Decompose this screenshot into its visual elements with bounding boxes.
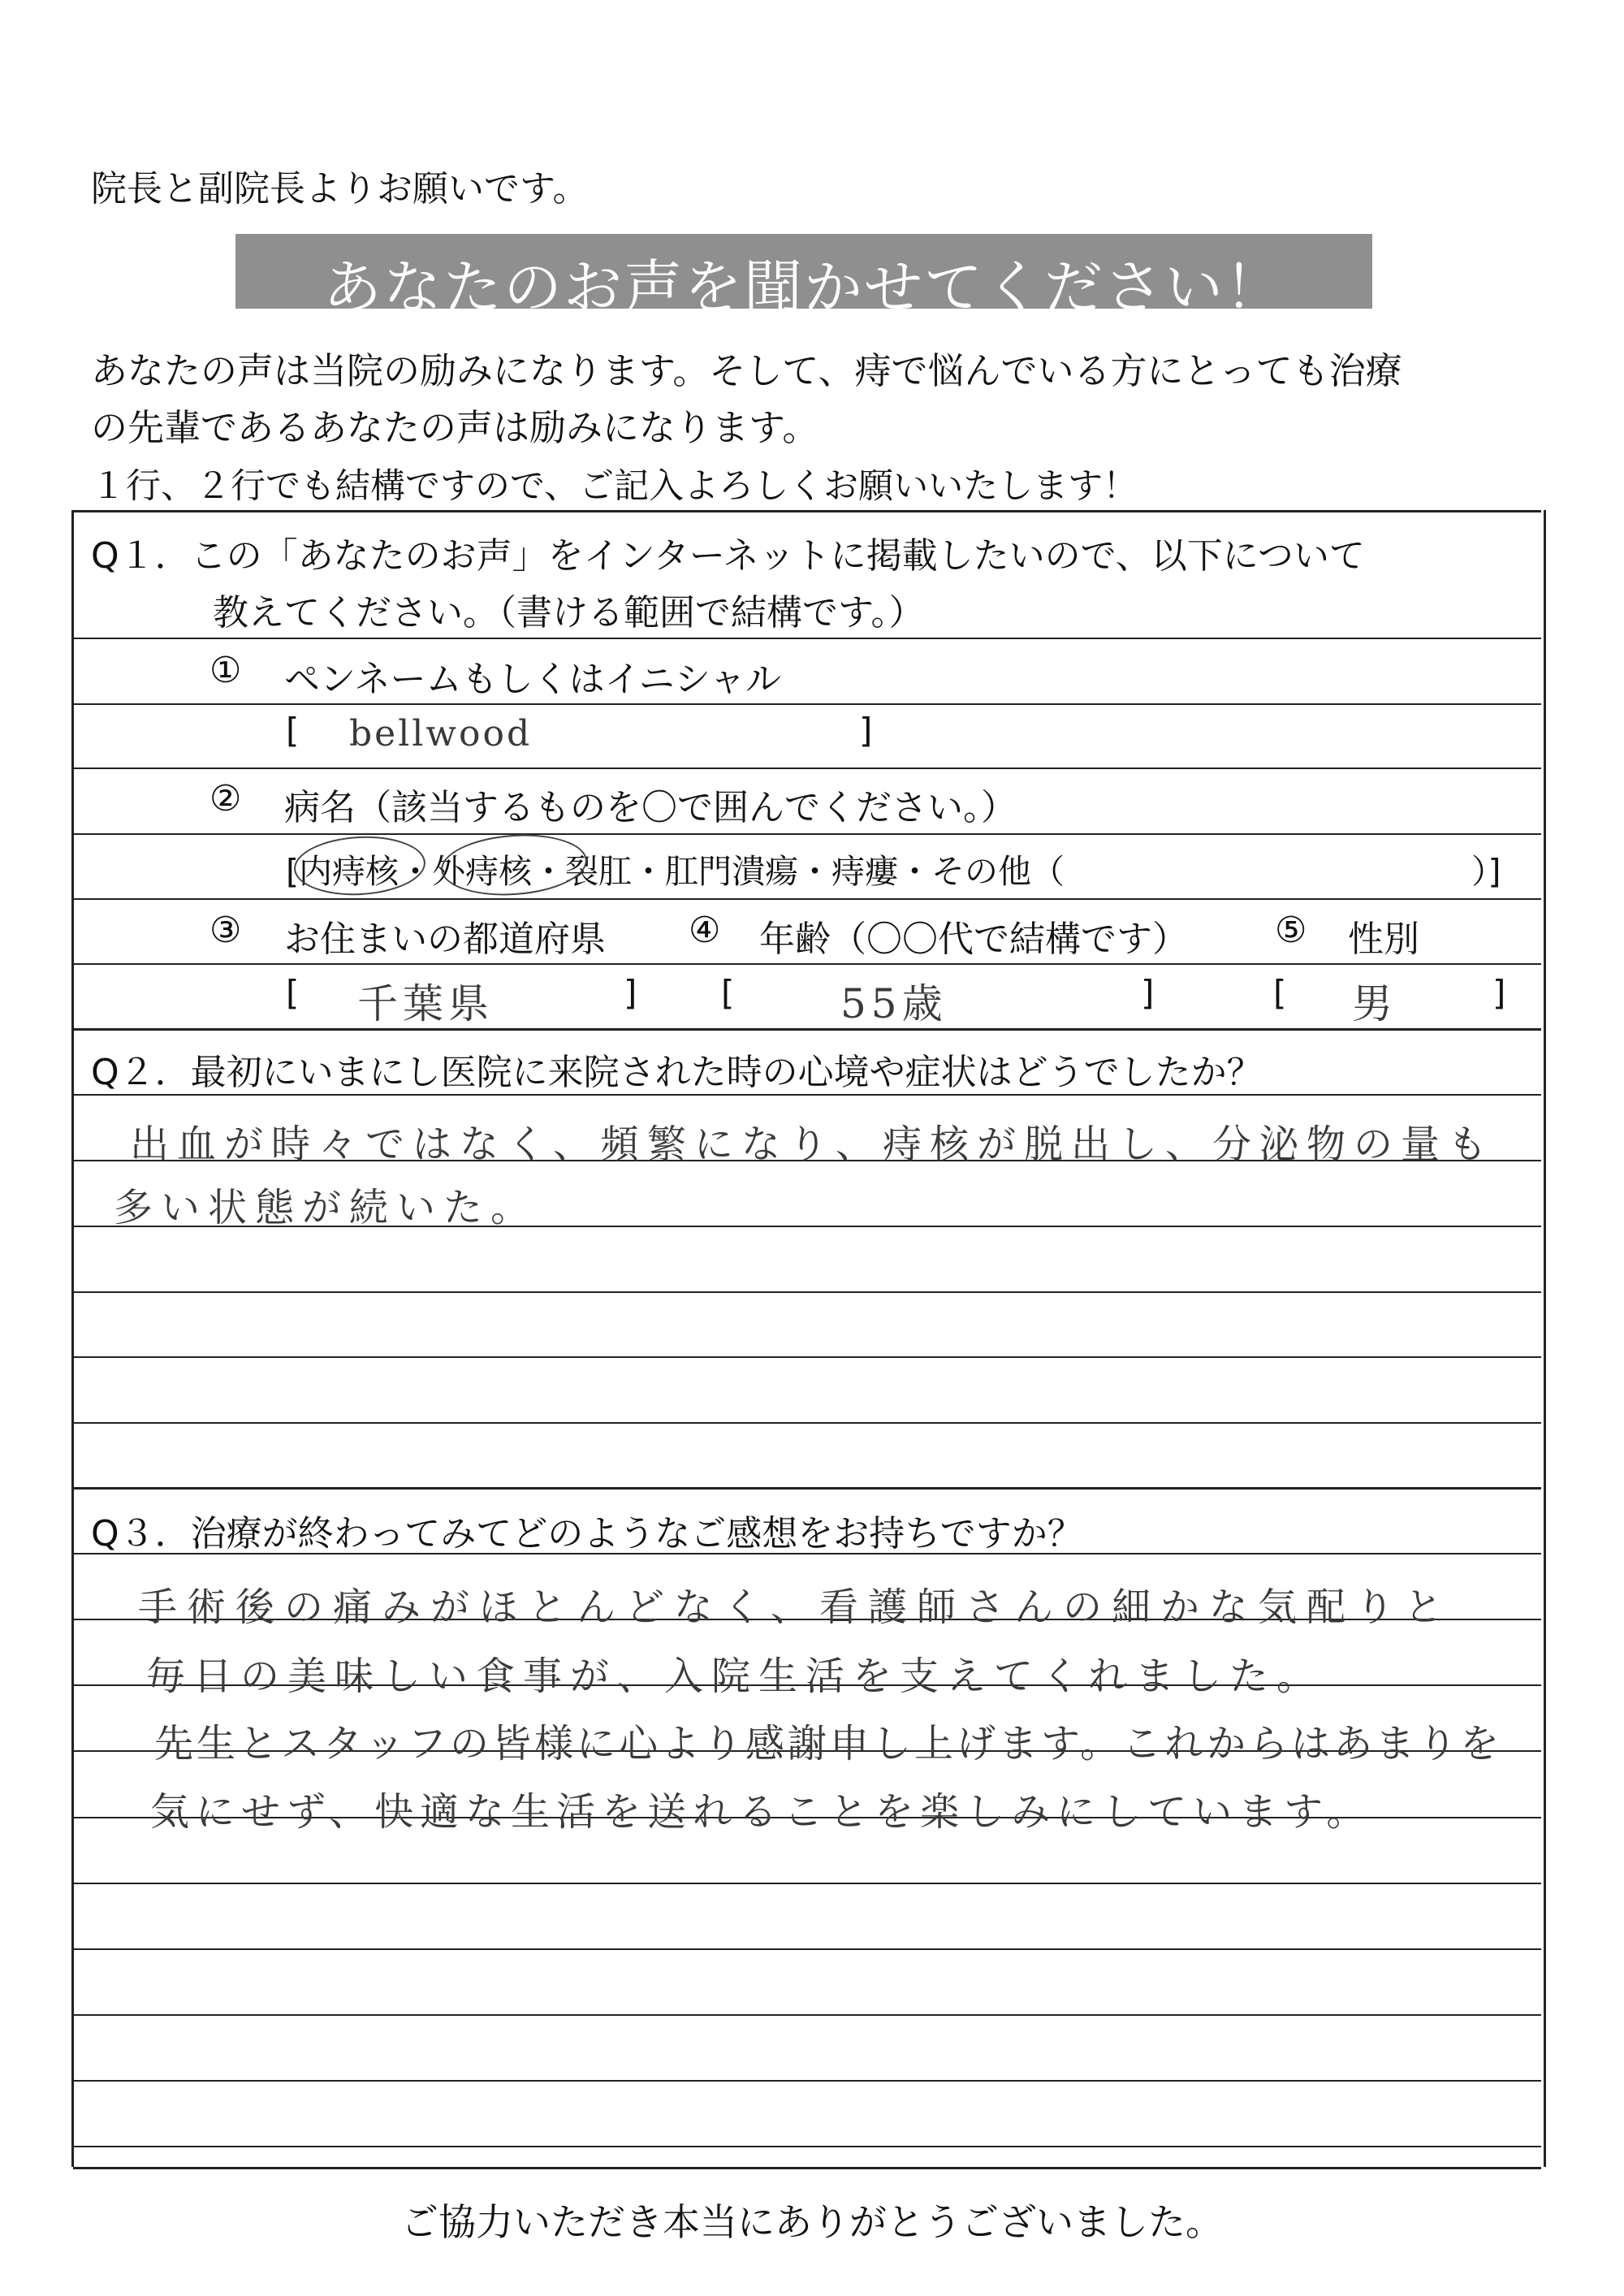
rule — [73, 767, 1541, 769]
rule — [73, 703, 1541, 705]
rule — [73, 2167, 1541, 2169]
rule — [73, 2014, 1541, 2016]
banner — [235, 234, 1372, 322]
footer-thanks: ご協力いただき本当にありがとうございました。 — [401, 2200, 1223, 2244]
rule — [73, 638, 1541, 639]
q1-question-line-2: 教えてください。（書ける範囲で結構です。） — [213, 592, 925, 633]
q1-item5-label: 性別 — [1348, 919, 1419, 960]
request-line: 院長と副院長よりお願いです。 — [91, 168, 589, 210]
gender-close-bracket: ] — [1492, 973, 1506, 1013]
rule — [73, 1883, 1541, 1884]
rule — [73, 1028, 1541, 1031]
penname-value[interactable]: bellwood — [349, 713, 533, 755]
penname-close-bracket: ] — [859, 711, 873, 750]
rule — [73, 2080, 1541, 2082]
q2-question: Q２．最初にいまにし医院に来院された時の心境や症状はどうでしたか？ — [91, 1052, 1263, 1093]
banner-title: あなたのお声を聞かせてください！ — [322, 253, 1285, 322]
q2-answer-line-1[interactable]: 出血が時々ではなく、頻繁になり、痔核が脱出し、分泌物の量も — [130, 1122, 1496, 1167]
prefecture-value[interactable]: 千葉県 — [357, 980, 494, 1027]
penname-open-bracket: [ — [286, 711, 300, 750]
q1-item4-number: ④ — [689, 910, 721, 951]
q3-answer-line-4[interactable]: 気にせず、快適な生活を送れることを楽しみにしています。 — [150, 1789, 1372, 1835]
rule — [73, 510, 1541, 512]
age-value[interactable]: 55歳 — [840, 980, 948, 1027]
intro-line-1: あなたの声は当院の励みになります。そして、痔で悩んでいる方にとっても治療 — [91, 349, 1402, 392]
rule — [73, 898, 1541, 900]
prefecture-open-bracket: [ — [286, 973, 300, 1013]
form-frame — [71, 510, 1546, 2167]
q1-item1-label: ペンネームもしくはイニシャル — [284, 659, 782, 700]
q3-answer-line-1[interactable]: 手術後の痛みがほとんどなく、看護師さんの細かな気配りと — [138, 1585, 1453, 1630]
gender-open-bracket: [ — [1273, 973, 1287, 1013]
q3-answer-line-2[interactable]: 毎日の美味しい食事が、入院生活を支えてくれました。 — [146, 1654, 1324, 1699]
q1-item2-label: 病名（該当するものを〇で囲んでください。） — [284, 787, 1017, 828]
rule — [73, 1291, 1541, 1293]
rule — [73, 1356, 1541, 1358]
q3-answer-line-3[interactable]: 先生とスタッフの皆様に心より感謝申し上げます。これからはあまりを — [154, 1721, 1503, 1766]
rule — [73, 2146, 1541, 2147]
intro-line-2: の先輩であるあなたの声は励みになります。 — [91, 406, 819, 449]
q2-answer-line-2[interactable]: 多い状態が続いた。 — [114, 1185, 538, 1230]
age-open-bracket: [ — [721, 973, 735, 1013]
disease-close: ）] — [1471, 852, 1501, 891]
rule — [73, 1487, 1541, 1490]
intro-line-3: １行、２行でも結構ですので、ご記入よろしくお願いいたします！ — [91, 466, 1138, 507]
q1-question-line-1: Q１．この「あなたのお声」をインターネットに掲載したいので、以下について — [91, 535, 1365, 577]
q1-item3-label: お住まいの都道府県 — [284, 919, 606, 960]
age-close-bracket: ] — [1141, 973, 1155, 1013]
rule — [73, 963, 1541, 965]
prefecture-close-bracket: ] — [624, 973, 637, 1013]
rule — [73, 1948, 1541, 1950]
q1-item4-label: 年齢（〇〇代で結構です） — [759, 919, 1188, 960]
q1-item1-number: ① — [209, 650, 242, 691]
rule — [73, 833, 1541, 835]
q3-question: Q３．治療が終わってみてどのようなご感想をお持ちですか？ — [91, 1513, 1083, 1554]
q1-item5-number: ⑤ — [1275, 910, 1307, 951]
q1-item2-number: ② — [209, 778, 242, 819]
gender-value[interactable]: 男 — [1352, 980, 1397, 1027]
q1-item3-number: ③ — [209, 910, 242, 951]
rule — [73, 1422, 1541, 1424]
disease-options: [内痔核・外痔核・裂肛・肛門潰瘍・痔瘻・その他（ — [286, 852, 1065, 891]
